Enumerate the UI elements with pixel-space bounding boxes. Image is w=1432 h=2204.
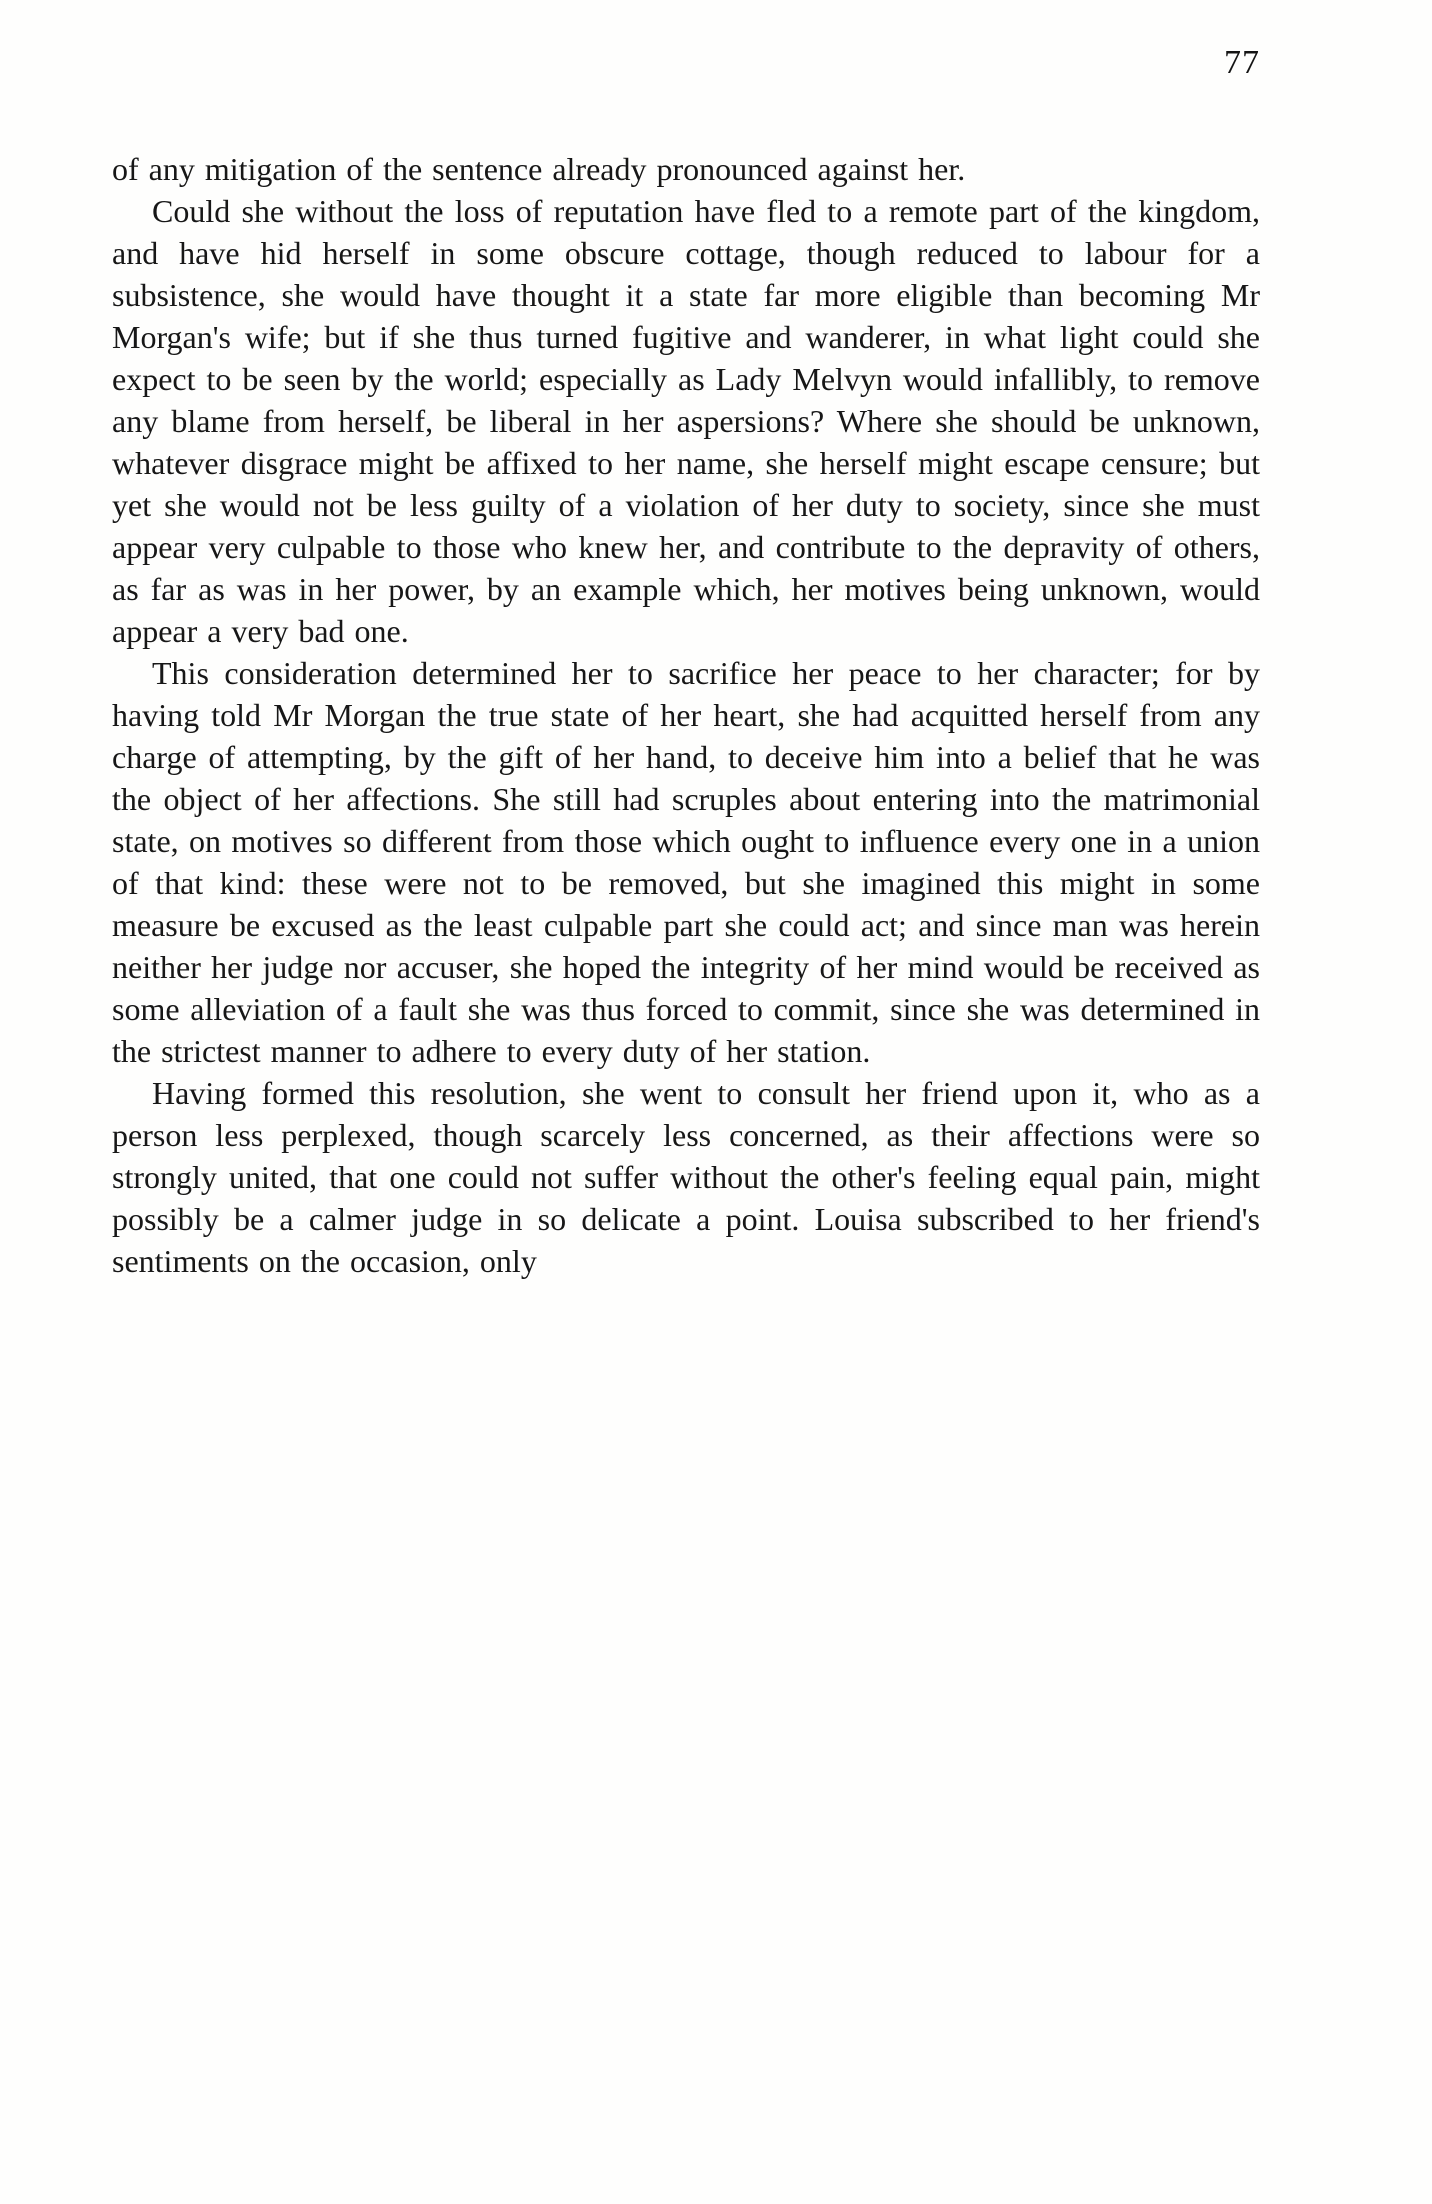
paragraph: Having formed this resolution, she went to consult her friend upon it, who as a person less perplexed, though scarcely less concerned, as their affections were so strongly united, that one could not suffer without the other's feeling equal pain, might possibly be a calmer judge in so delicate a point. Louisa subscribed to her friend's sentiments on the occasion, only <box>112 1075 1260 1279</box>
paragraph-continuation: of any mitigation of the sentence already pronounced against her. <box>112 151 966 187</box>
page-number: 77 <box>1224 44 1260 81</box>
text-block <box>112 148 1260 1282</box>
paragraph: Could she without the loss of reputation have fled to a remote part of the kingdom, and have hid herself in some obscure cottage, though reduced to labour for a subsistence, she would have thought it a state far more eligible than becoming Mr Morgan's wife; but if she thus turned fugitive and wanderer, in what light could she expect to be seen by the world; especially as Lady Melvyn would infallibly, to remove any blame from herself, be liberal in her aspersions? Where she should be unknown, whatever disgrace might be affixed to her name, she herself might escape censure; but yet she would not be less guilty of a violation of her duty to society, since she must appear very culpable to those who knew her, and contribute to the depravity of others, as far as was in her power, by an example which, her motives being unknown, would appear a very bad one. <box>112 193 1260 649</box>
paragraph: This consideration determined her to sacrifice her peace to her character; for by having told Mr Morgan the true state of her heart, she had acquitted herself from any charge of attempting, by the gift of her hand, to deceive him into a belief that he was the object of her affections. She still had scruples about entering into the matrimonial state, on motives so different from those which ought to influence every one in a union of that kind: these were not to be removed, but she imagined this might in some measure be excused as the least culpable part she could act; and since man was herein neither her judge nor accuser, she hoped the integrity of her mind would be received as some alleviation of a fault she was thus forced to commit, since she was determined in the strictest manner to adhere to every duty of her station. <box>112 655 1260 1069</box>
